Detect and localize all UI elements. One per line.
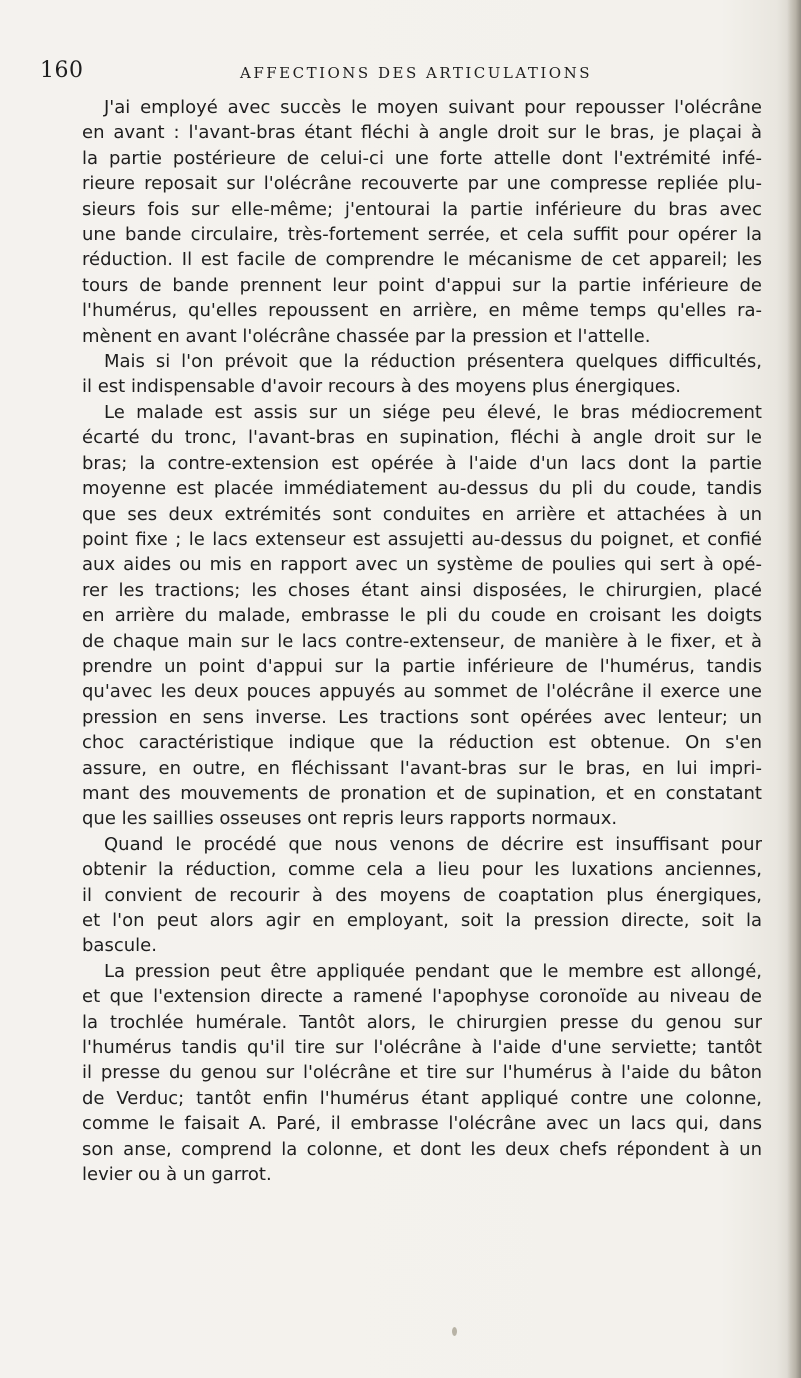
text-line: réduction. Il est facile de comprendre le mécanisme de cet appareil; les [82, 249, 762, 271]
text-line: aux aides ou mis en rapport avec un système de poulies qui sert à opé- [82, 554, 762, 576]
text-line: de chaque main sur le lacs contre-extenseur, de manière à le fixer, et à [82, 630, 762, 652]
running-title: AFFECTIONS DES ARTICULATIONS [240, 64, 593, 82]
text-line: levier ou à un garrot. [82, 1164, 272, 1186]
page-edge-shadow [787, 0, 801, 1378]
text-line: choc caractéristique indique que la réduction est obtenue. On s'en [82, 732, 762, 754]
text-line: rieure reposait sur l'olécrâne recouverte par une compresse repliée plu- [82, 173, 762, 195]
text-line: tours de bande prennent leur point d'appui sur la partie inférieure de [82, 274, 762, 296]
text-line: mant des mouvements de pronation et de supination, et en constatant [82, 782, 762, 804]
text-line: de Verduc; tantôt enfin l'humérus étant appliqué contre une colonne, [82, 1087, 762, 1109]
text-line: rer les tractions; les choses étant ainsi disposées, le chirurgien, placé [82, 579, 762, 601]
text-line: pression en sens inverse. Les tractions sont opérées avec lenteur; un [82, 706, 762, 728]
text-line: et que l'extension directe a ramené l'apophyse coronoïde au niveau de [82, 986, 762, 1008]
text-line: Quand le procédé que nous venons de décrire est insuffisant pour [104, 833, 762, 855]
page-number: 160 [40, 58, 84, 83]
text-line: écarté du tronc, l'avant-bras en supination, fléchi à angle droit sur le [82, 427, 762, 449]
text-line: la trochlée humérale. Tantôt alors, le chirurgien presse du genou sur [82, 1011, 762, 1033]
text-line: la partie postérieure de celui-ci une forte attelle dont l'extrémité infé- [82, 147, 762, 169]
text-line: Le malade est assis sur un siége peu élevé, le bras médiocrement [104, 401, 762, 423]
text-line: obtenir la réduction, comme cela a lieu pour les luxations anciennes, [82, 859, 762, 881]
text-line: il presse du genou sur l'olécrâne et tire sur l'humérus à l'aide du bâton [82, 1062, 762, 1084]
text-line: que les saillies osseuses ont repris leurs rapports normaux. [82, 808, 618, 830]
text-line: il convient de recourir à des moyens de coaptation plus énergiques, [82, 884, 762, 906]
text-line: mènent en avant l'olécrâne chassée par la pression et l'attelle. [82, 325, 651, 347]
text-line: Mais si l'on prévoit que la réduction présentera quelques difficultés, [104, 351, 762, 373]
text-line: l'humérus tandis qu'il tire sur l'olécrâne à l'aide d'une serviette; tantôt [82, 1037, 762, 1059]
page-header [40, 58, 760, 86]
text-line: une bande circulaire, très-fortement serrée, et cela suffit pour opérer la [82, 224, 762, 246]
text-line: sieurs fois sur elle-même; j'entourai la partie inférieure du bras avec [82, 198, 762, 220]
text-line: l'humérus, qu'elles repoussent en arrière, en même temps qu'elles ra- [82, 300, 762, 322]
body-text [82, 95, 762, 1187]
text-line: bras; la contre-extension est opérée à l'aide d'un lacs dont la partie [82, 452, 762, 474]
text-line: bascule. [82, 935, 157, 957]
text-line: il est indispensable d'avoir recours à des moyens plus énergiques. [82, 376, 681, 398]
text-line: assure, en outre, en fléchissant l'avant-bras sur le bras, en lui impri- [82, 757, 762, 779]
text-line: comme le faisait A. Paré, il embrasse l'olécrâne avec un lacs qui, dans [82, 1113, 762, 1135]
paper-spot [452, 1327, 457, 1336]
text-line: que ses deux extrémités sont conduites en arrière et attachées à un [82, 503, 762, 525]
text-line: moyenne est placée immédiatement au-dessus du pli du coude, tandis [82, 478, 762, 500]
text-line: qu'avec les deux pouces appuyés au sommet de l'olécrâne il exerce une [82, 681, 762, 703]
text-line: en arrière du malade, embrasse le pli du coude en croisant les doigts [82, 605, 762, 627]
text-line: et l'on peut alors agir en employant, soit la pression directe, soit la [82, 910, 762, 931]
text-line: prendre un point d'appui sur la partie inférieure de l'humérus, tandis [82, 655, 762, 677]
text-line: La pression peut être appliquée pendant que le membre est allongé, [104, 960, 762, 982]
text-line: son anse, comprend la colonne, et dont les deux chefs répondent à un [82, 1138, 762, 1160]
text-line: point fixe ; le lacs extenseur est assujetti au-dessus du poignet, et confié [82, 528, 762, 550]
text-line: en avant : l'avant-bras étant fléchi à angle droit sur le bras, je plaçai à [82, 122, 762, 144]
text-line: J'ai employé avec succès le moyen suivant pour repousser l'olécrâne [104, 97, 762, 118]
